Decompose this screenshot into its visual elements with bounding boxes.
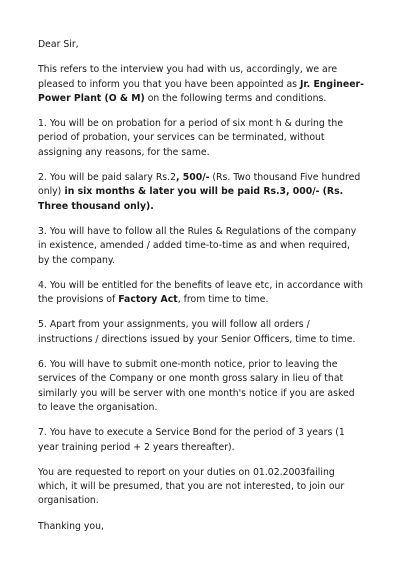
- salary-text-middle: (Rs. Two thousand Five hundred only): [38, 172, 361, 198]
- term-notice: 6. You will have to submit one-month notice, prior to leaving the services of the Company or one month gross salary in lieu of that similarly you will be server with one month's notice if you are asked to leave the organisation.: [38, 359, 355, 413]
- closing: Thanking you,: [38, 520, 104, 532]
- salary-later-terms: in six months & later you will be paid Rs.3, 000/- (Rs. Three thousand only).: [38, 186, 344, 212]
- term-service-bond: 7. You have to execute a Service Bond for the period of 3 years (1 year training period + 2 years thereafter).: [38, 427, 345, 453]
- term-salary: [38, 171, 364, 214]
- term-probation: 1. You will be on probation for a period of six mont h & during the period of probation, your services can be terminated, without assigning any reasons, for the same.: [38, 118, 344, 158]
- intro-text-after: on the following terms and conditions.: [144, 92, 327, 104]
- leave-text-after: , from time to time.: [177, 294, 269, 306]
- term-orders: 5. Apart from your assignments, you will follow all orders / instructions / directions issued by your Senior Officers, time to time.: [38, 319, 356, 345]
- position-title: Jr. Engineer-Power Plant (O & M): [38, 78, 364, 104]
- salutation: Dear Sir,: [38, 39, 79, 50]
- term-leave: [38, 279, 364, 308]
- intro-text-before: This refers to the interview you had with us, accordingly, we are pleased to inform you that you have been appointed as: [38, 64, 338, 90]
- appointment-letter: [38, 38, 364, 545]
- report-paragraph: You are requested to report on your duties on 01.02.2003failing which, it will be presumed, that you are not interested, to join our organisation.: [38, 466, 345, 507]
- term-rules: 3. You will have to follow all the Rules & Regulations of the company in existence, amended / added time-to-time as and when required, by the company.: [38, 225, 357, 266]
- salary-amount: , 500/-: [176, 172, 210, 184]
- salary-text-before: 2. You will be paid salary Rs.2: [38, 172, 177, 184]
- factory-act: Factory Act: [118, 294, 178, 306]
- leave-text-before: 4. You will be entitled for the benefits of leave etc, in accordance with the provisions of: [38, 279, 363, 306]
- intro-paragraph: [38, 63, 364, 106]
